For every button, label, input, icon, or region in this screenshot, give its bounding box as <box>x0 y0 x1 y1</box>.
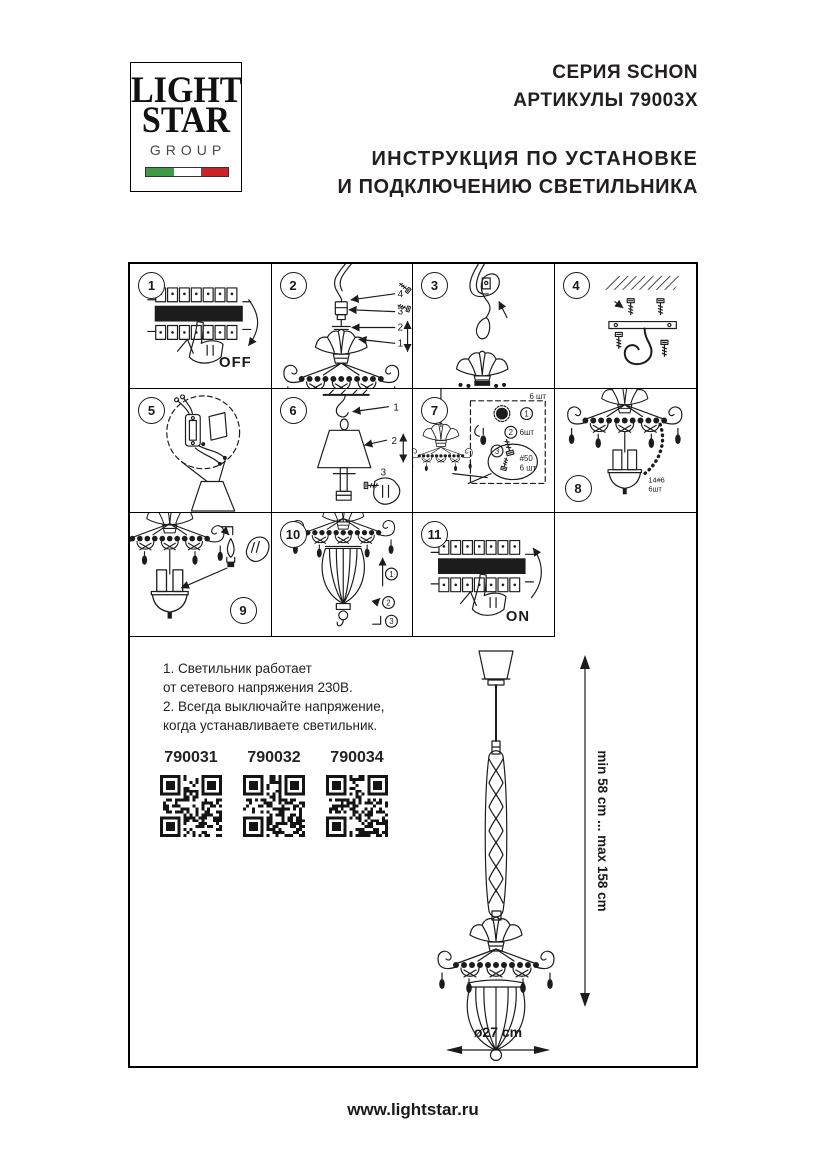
step-2 <box>272 264 414 389</box>
note-line: 2. Всегда выключайте напряжение, <box>163 699 385 714</box>
callout-2: 2 <box>397 322 403 334</box>
logo-star: STAR <box>141 99 231 141</box>
note-line: от сетевого напряжения 230В. <box>163 680 353 695</box>
step-3 <box>413 264 555 389</box>
on-label: ON <box>505 609 530 626</box>
step-6 <box>272 389 414 513</box>
callout-1: 1 <box>388 569 394 579</box>
step-1 <box>130 264 272 389</box>
callout-3: 3 <box>380 467 386 479</box>
article-code: 790032 <box>247 749 301 766</box>
callout-4: 4 <box>397 288 403 300</box>
step-4 <box>555 264 697 389</box>
instruction-steps-grid <box>128 262 698 1068</box>
step-3-number: 3 <box>421 272 448 299</box>
qr-code-icon <box>160 775 222 837</box>
part-qty: 6шт <box>647 484 662 494</box>
specs-section <box>130 637 696 1066</box>
step-2-number: 2 <box>280 272 307 299</box>
item-3-number: 3 <box>494 446 500 456</box>
article-790034 <box>324 749 390 842</box>
item-2-number: 2 <box>508 428 513 438</box>
callout-1: 1 <box>392 402 399 414</box>
step-6-number: 6 <box>280 397 307 424</box>
step-8 <box>555 389 697 513</box>
part-label: 14#6 <box>647 475 665 485</box>
qr-code-icon <box>243 775 305 837</box>
item-3-qty: 6 шт <box>519 463 537 473</box>
note-line: 1. Светильник работает <box>163 661 312 676</box>
diameter-dimension-label: ø27 cm <box>473 1024 523 1040</box>
website-url: www.lightstar.ru <box>347 1100 479 1119</box>
empty-cell <box>555 513 697 637</box>
item-1-number: 1 <box>524 409 529 419</box>
note-line: когда устанавливаете светильник. <box>163 718 378 733</box>
step-5-number: 5 <box>138 397 165 424</box>
article-790032 <box>241 749 307 842</box>
callout-3: 3 <box>397 306 403 318</box>
qr-code-icon <box>326 775 388 837</box>
article-code: 790031 <box>164 749 218 766</box>
instruction-title-line2: И ПОДКЛЮЧЕНИЮ СВЕТИЛЬНИКА <box>337 176 698 198</box>
off-label: OFF <box>219 355 252 372</box>
step-11-number: 11 <box>421 521 448 548</box>
series-title: СЕРИЯ SCHON <box>552 62 698 83</box>
step-5 <box>130 389 272 513</box>
article-list <box>158 749 407 842</box>
instruction-title-line1: ИНСТРУКЦИЯ ПО УСТАНОВКЕ <box>371 148 698 170</box>
lightstar-logo <box>130 62 242 192</box>
step-10-number: 10 <box>280 521 307 548</box>
step-11 <box>413 513 555 637</box>
safety-notes <box>163 659 433 735</box>
header-text <box>337 62 698 199</box>
step-7 <box>413 389 555 513</box>
step-4-number: 4 <box>563 272 590 299</box>
item-3-part: #50 <box>519 453 533 463</box>
callout-1: 1 <box>397 338 403 350</box>
callout-3: 3 <box>388 617 394 627</box>
logo-group: GROUP <box>149 141 227 158</box>
italian-flag-icon <box>145 167 229 177</box>
chandelier-dimension-drawing <box>422 643 622 1063</box>
articles-title: АРТИКУЛЫ 79003Х <box>513 90 698 111</box>
step-9-number: 9 <box>230 597 257 624</box>
callout-2: 2 <box>385 598 391 608</box>
qty-top-label: 6 шт <box>529 391 546 401</box>
article-code: 790034 <box>330 749 384 766</box>
step-9 <box>130 513 272 637</box>
step-7-number: 7 <box>421 397 448 424</box>
item-2-qty: 6шт <box>519 428 534 438</box>
callout-2: 2 <box>390 436 397 448</box>
step-8-number: 8 <box>565 475 592 502</box>
step-1-number: 1 <box>138 272 165 299</box>
article-790031 <box>158 749 224 842</box>
height-dimension-label: min 58 cm ... max 158 cm <box>595 750 610 912</box>
logo-light: LIGHT <box>131 70 243 111</box>
step-10 <box>272 513 414 637</box>
